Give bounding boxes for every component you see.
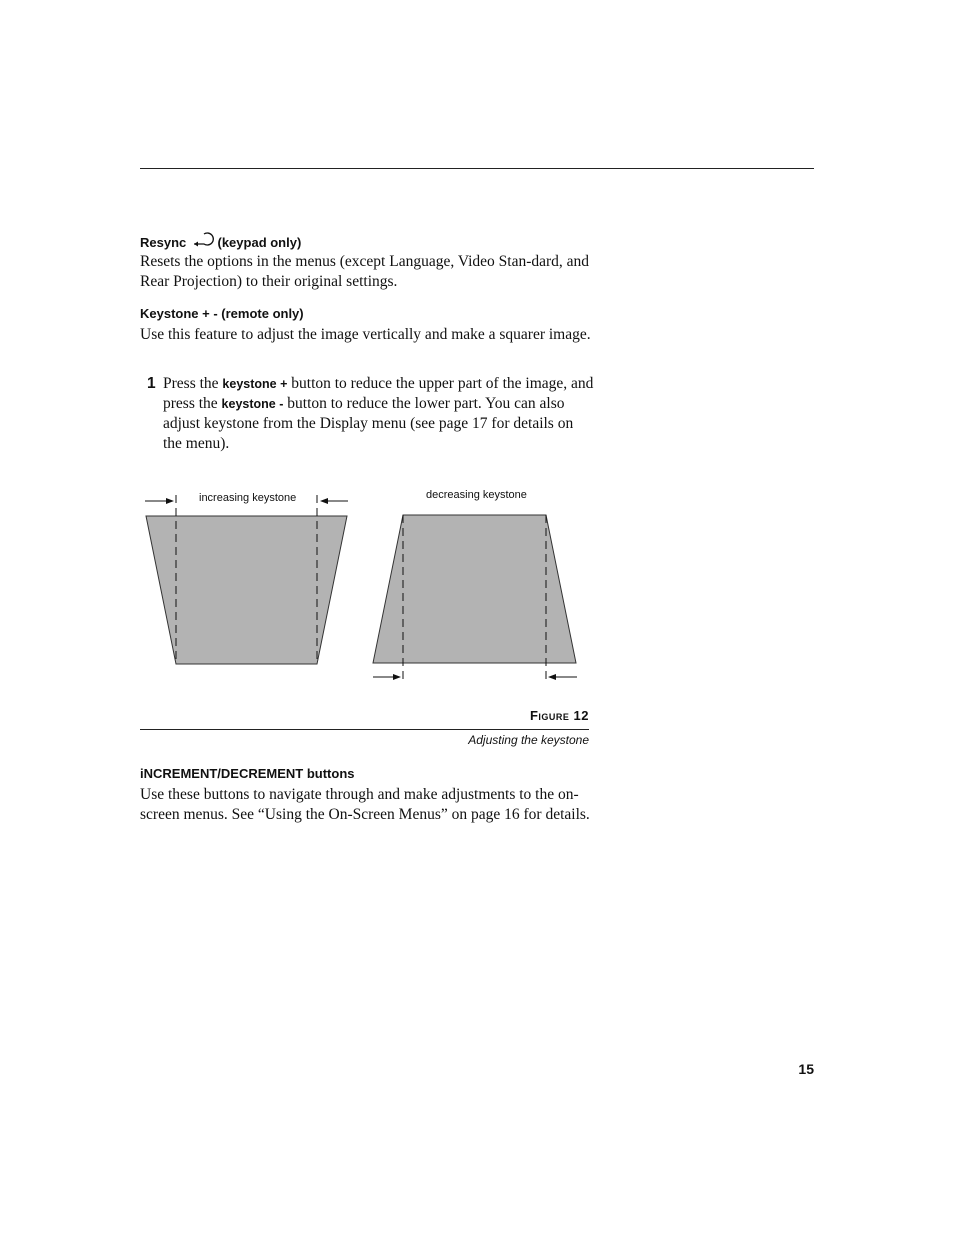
resync-heading	[140, 231, 301, 250]
resync-heading-suffix: (keypad only)	[217, 235, 302, 250]
figure-title-word: Figure	[529, 708, 570, 723]
keystone-plus-keyword: keystone +	[222, 377, 288, 391]
resync-body: Resets the options in the menus (except Language, Video Stan-dard, and Rear Projection) to their original settings.	[140, 253, 590, 290]
step-text	[163, 374, 595, 454]
step-text-a: Press the	[163, 375, 223, 392]
keystone-body: Use this feature to adjust the image vertically and make a squarer image.	[140, 326, 591, 343]
decreasing-right-arrow	[548, 674, 577, 680]
return-arrow-icon	[190, 231, 214, 249]
increasing-right-arrow	[320, 498, 348, 504]
figure-rule	[140, 729, 589, 730]
resync-heading-label: Resync	[140, 235, 187, 250]
increment-body: Use these buttons to navigate through and make adjustments to the on-screen menus. See “Using the On-Screen Menus” on page 16 for details.	[140, 786, 590, 823]
header-rule	[140, 168, 814, 169]
step-text-b: button to reduce the upper part of the image, and press the	[163, 375, 594, 412]
decreasing-left-arrow	[373, 674, 401, 680]
increasing-keystone-label: increasing keystone	[199, 492, 297, 504]
step-number: 1	[147, 375, 156, 392]
figure-title	[530, 708, 589, 723]
decreasing-keystone-shape	[373, 515, 576, 663]
figure-caption: Adjusting the keystone	[468, 733, 589, 747]
keystone-heading: Keystone + - (remote only)	[140, 306, 304, 321]
figure-title-number: 12	[573, 708, 589, 723]
increment-heading: iNCREMENT/DECREMENT buttons	[140, 766, 355, 781]
keystone-figure	[140, 485, 590, 690]
keystone-minus-keyword: keystone -	[221, 397, 284, 411]
step-text-c: button to reduce the lower part. You can also adjust keystone from the Display menu (see page 17 for details on the menu).	[163, 395, 574, 452]
increasing-left-arrow	[145, 498, 174, 504]
page-number: 15	[798, 1061, 814, 1077]
decreasing-keystone-label: decreasing keystone	[426, 489, 527, 501]
